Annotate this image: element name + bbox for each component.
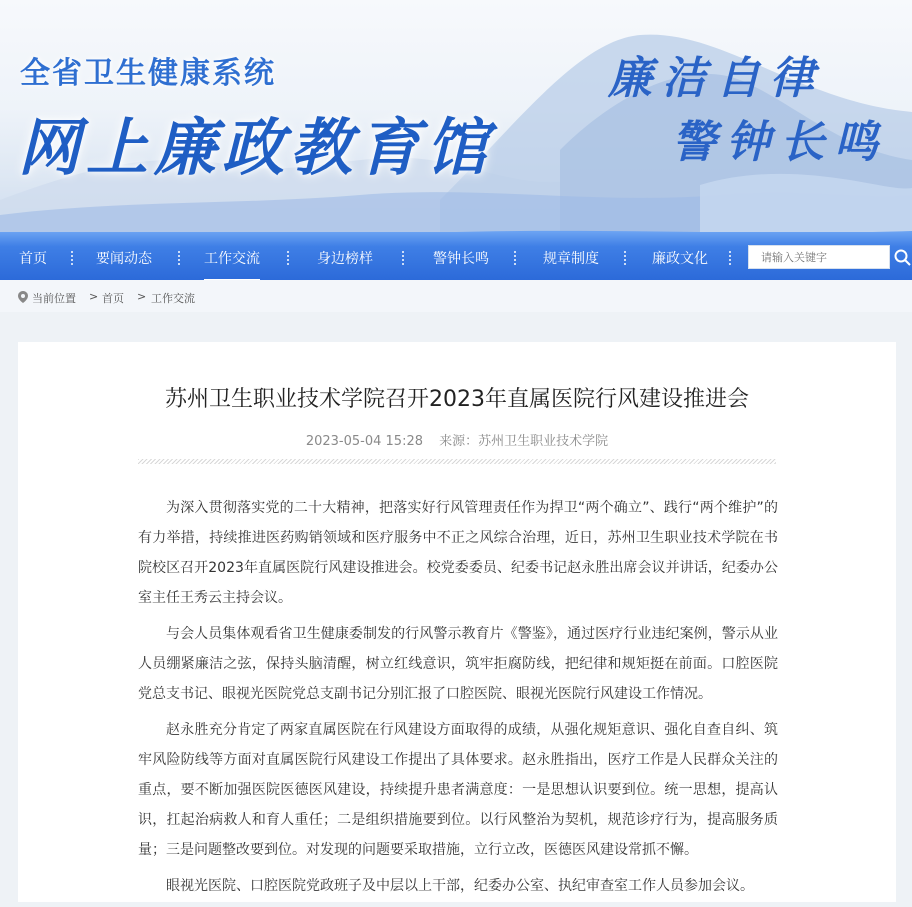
breadcrumb-home-link[interactable]: 首页 xyxy=(102,292,124,305)
nav-item-work-exchange[interactable]: 工作交流 xyxy=(204,248,260,268)
nav-item-news[interactable]: 要闻动态 xyxy=(96,251,152,267)
nav-separator xyxy=(178,251,182,265)
nav-separator xyxy=(729,251,733,265)
breadcrumb xyxy=(0,280,912,312)
title-divider xyxy=(138,459,776,464)
article-paragraph: 眼视光医院、口腔医院党政班子及中层以上干部，纪委办公室、执纪审查室工作人员参加会议。 xyxy=(166,878,754,894)
system-title: 全省卫生健康系统 xyxy=(20,56,276,91)
motto-line-2: 警钟长鸣 xyxy=(672,117,888,168)
main-navigation xyxy=(0,232,912,280)
search-box xyxy=(748,245,890,269)
article-meta xyxy=(18,430,896,449)
nav-item-role-models[interactable]: 身边榜样 xyxy=(317,251,373,267)
article-paragraph: 与会人员集体观看省卫生健康委制发的行风警示教育片《警鉴》，通过医疗行业违纪案例，警示从业人员绷紧廉洁之弦，保持头脑清醒，树立红线意识，筑牢拒腐防线，把纪律和规矩挺在前面。口腔医院党总支书记、眼视光医院党总支副书记分别汇报了口腔医院、眼视光医院行风建设工作情况。 xyxy=(138,626,778,702)
article-paragraph: 为深入贯彻落实党的二十大精神，把落实好行风管理责任作为捍卫“两个确立”、践行“两个维护”的有力举措，持续推进医药购销领域和医疗服务中不正之风综合治理，近日，苏州卫生职业技术学院在书院校区召开2023年直属医院行风建设推进会。校党委委员、纪委书记赵永胜出席会议并讲话，纪委办公室主任王秀云主持会议。 xyxy=(138,500,778,606)
nav-separator xyxy=(514,251,518,265)
location-pin-icon xyxy=(18,291,28,303)
site-main-title: 网上廉政教育馆 xyxy=(18,111,495,184)
breadcrumb-separator: > xyxy=(137,290,147,303)
search-icon xyxy=(892,247,912,267)
header-banner xyxy=(0,0,912,240)
breadcrumb-work-exchange-link[interactable]: 工作交流 xyxy=(151,292,195,305)
article-body xyxy=(138,493,778,907)
breadcrumb-current-position-label: 当前位置 xyxy=(32,292,76,305)
motto-line-1: 廉洁自律 xyxy=(608,53,824,104)
nav-item-home[interactable]: 首页 xyxy=(19,251,47,267)
nav-item-warning[interactable]: 警钟长鸣 xyxy=(433,251,489,267)
nav-separator xyxy=(287,251,291,265)
nav-separator xyxy=(624,251,628,265)
nav-item-regulations[interactable]: 规章制度 xyxy=(543,251,599,267)
nav-item-integrity-culture[interactable]: 廉政文化 xyxy=(652,251,708,267)
article-paragraph: 赵永胜充分肯定了两家直属医院在行风建设方面取得的成绩，从强化规矩意识、强化自查自纠、筑牢风险防线等方面对直属医院行风建设工作提出了具体要求。赵永胜指出，医疗工作是人民群众关注的重点，要不断加强医院医德医风建设，持续提升患者满意度：一是思想认识要到位。统一思想，提高认识，扛起治病救人和育人重任；二是组织措施要到位。以行风整治为契机，规范诊疗行为，提高服务质量；三是问题整改要到位。对发现的问题要采取措施，立行立改，医德医风建设常抓不懈。 xyxy=(138,722,778,858)
article-panel xyxy=(18,342,896,902)
article-title: 苏州卫生职业技术学院召开2023年直属医院行风建设推进会 xyxy=(165,387,749,412)
article-source: 来源：苏州卫生职业技术学院 xyxy=(439,434,609,449)
search-button[interactable] xyxy=(892,247,912,267)
nav-separator xyxy=(71,251,75,265)
search-input[interactable] xyxy=(749,247,881,269)
article-datetime: 2023-05-04 15:28 xyxy=(305,434,423,449)
nav-separator xyxy=(402,251,406,265)
breadcrumb-separator: > xyxy=(89,290,99,303)
